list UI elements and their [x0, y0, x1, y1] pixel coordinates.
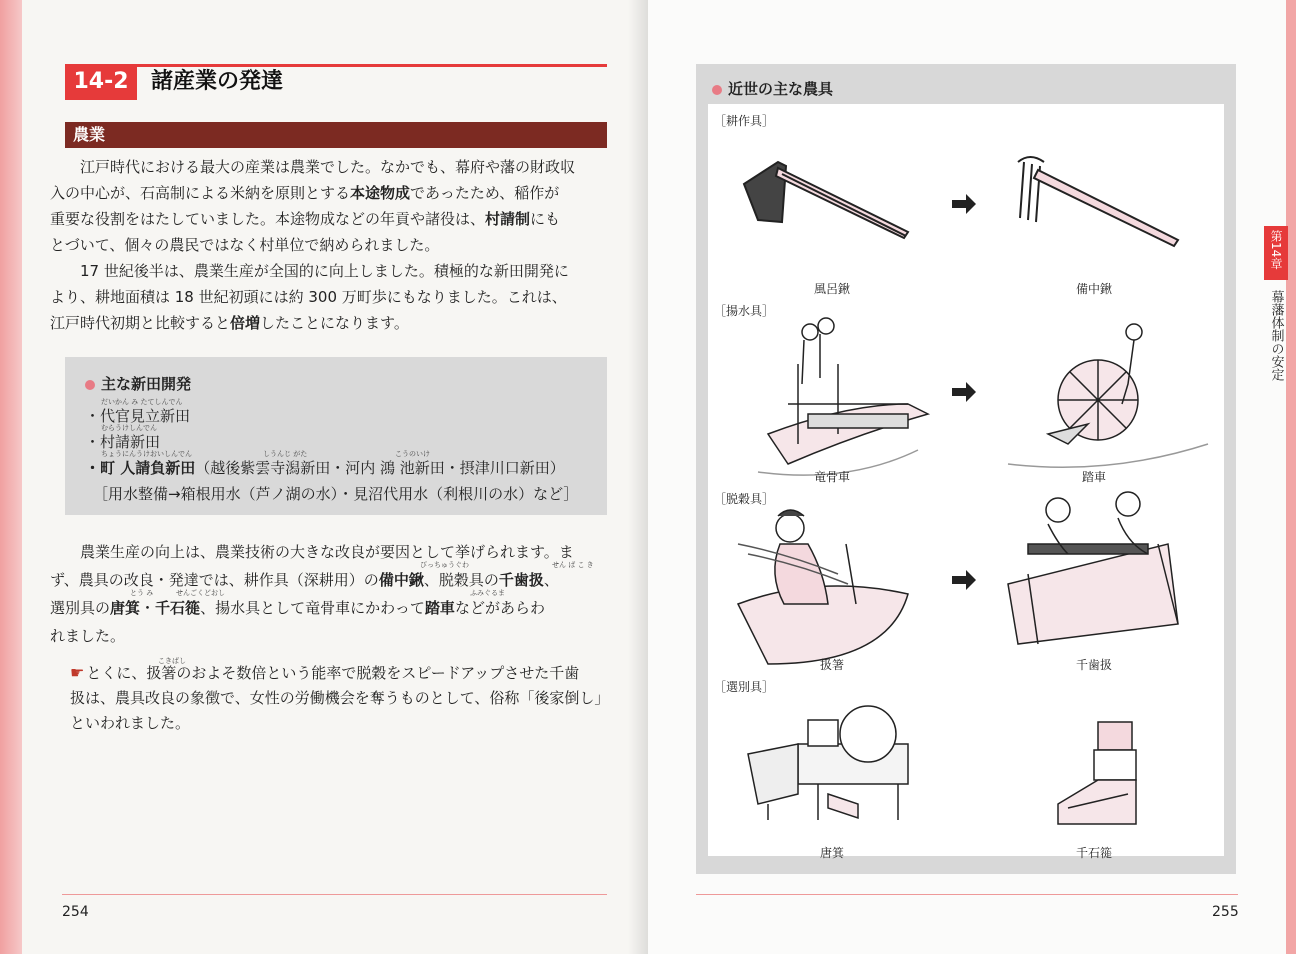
note: ☛ とくに、扱箸のおよそ数倍という能率で脱穀をスピードアップさせた千歯 扱は、農具改良の象徴で、女性の労働機会を奪うものとして、俗称「後家倒し」 といわれました。	[70, 660, 610, 736]
category-cultivation: ［耕作具］	[714, 114, 775, 128]
page-number-left: 254	[62, 904, 89, 920]
ryukotsu-sha-drawing	[758, 318, 928, 475]
ruby-senba: せん ば こ き	[552, 561, 594, 569]
right-page-edge	[1286, 0, 1296, 954]
ruby-item3b: しうんじ がた	[263, 450, 308, 458]
term-senbakoki: 千歯扱	[498, 571, 544, 589]
ruby-kokibashi: こきばし	[158, 657, 186, 665]
tools-figure-panel	[696, 64, 1236, 874]
term-fumiguruma: 踏車	[424, 599, 455, 617]
caption-senbakoki: 千歯扱	[1075, 658, 1112, 672]
left-page-edge	[0, 0, 22, 954]
term-baizou: 倍増	[230, 314, 261, 332]
bullet-dot-icon	[712, 85, 722, 95]
caption-furo-guwa: 風呂鍬	[813, 282, 850, 296]
fumiguruma-drawing	[1008, 324, 1208, 467]
term-sengokudooshi: 千石簁	[155, 599, 201, 617]
term-toumi: 唐箕	[110, 599, 141, 617]
paragraph-1: 江戸時代における最大の産業は農業でした。なかでも、幕府や藩の財政収 入の中心が、石高制による米納を原則とする本途物成であったため、稲作が 重要な役割をはたしていました。本途物成などの年貢や諸役は、村請制にも とづいて、個々の農民ではなく村単位で納められました。	[50, 158, 576, 254]
paragraph-3: 農業生産の向上は、農業技術の大きな改良が要因として挙げられます。ま ず、農具の改良・発達では、耕作具（深耕用）の備中鍬、脱穀具の千歯扱、 選別具の唐箕・千石簁、揚水具として竜骨車にかわって踏車などがあらわ れました。	[50, 543, 574, 645]
arrow-icon-1	[952, 194, 976, 214]
ruby-bicchu: びっちゅうぐわ	[420, 561, 469, 569]
left-footer-rule	[62, 894, 607, 895]
furo-guwa-drawing	[744, 162, 908, 238]
category-sorting: ［選別具］	[714, 680, 775, 694]
page-number-right: 255	[1212, 904, 1239, 920]
caption-fumiguruma: 踏車	[1081, 470, 1106, 484]
figure-canvas	[708, 104, 1224, 860]
new-fields-box	[65, 357, 607, 515]
bullet-dot-icon	[85, 380, 95, 390]
caption-sengokudooshi: 千石簁	[1075, 846, 1112, 860]
section-number: 14-2	[65, 64, 137, 100]
box-item-2: ・村請新田	[85, 433, 161, 451]
pointing-hand-icon: ☛	[70, 663, 85, 682]
ruby-fumi: ふみぐるま	[470, 589, 505, 597]
figure-title: 近世の主な農具	[712, 78, 833, 99]
right-footer-rule	[696, 894, 1238, 895]
chapter-tab: 第14章	[1264, 226, 1288, 280]
arrow-icon-3	[952, 570, 976, 590]
paragraph-2: 17 世紀後半は、農業生産が全国的に向上しました。積極的な新田開発に より、耕地面積は 18 世紀初頭には約 300 万町歩にもなりました。これは、 江戸時代初期と比較すると倍増したことになります。	[50, 262, 569, 332]
ruby-item3c: こうのいけ	[395, 450, 430, 458]
term-muraukesei: 村請制	[485, 210, 531, 228]
box-item-4: ［用水整備→箱根用水（芦ノ湖の水）・見沼代用水（利根川の水）など］	[93, 485, 579, 503]
senbakoki-drawing	[1008, 492, 1178, 644]
ruby-toumi: とう み	[130, 589, 154, 597]
sengokudooshi-drawing	[1058, 722, 1136, 824]
kokibashi-drawing	[738, 510, 908, 664]
caption-toumi: 唐箕	[819, 846, 844, 860]
category-irrigation: ［揚水具］	[714, 304, 775, 318]
toumi-drawing	[748, 706, 908, 820]
chapter-title: 幕藩体制の安定	[1268, 290, 1284, 381]
ruby-sengoku: せんごくどおし	[176, 589, 225, 597]
term-hontomononari: 本途物成	[350, 184, 411, 202]
section-heading	[65, 64, 607, 100]
arrow-icon-2	[952, 382, 976, 402]
ruby-item1: だいかん み たてしんでん	[101, 398, 183, 406]
box-item-1: ・代官見立新田	[85, 407, 191, 425]
box-title: 主な新田開発	[85, 373, 191, 394]
caption-ryukotsu-sha: 竜骨車	[813, 470, 850, 484]
section-title: 諸産業の発達	[151, 69, 284, 94]
ruby-item3: ちょうにんうけおいしんでん	[101, 450, 192, 458]
subheading-agriculture: 農業	[65, 122, 607, 148]
caption-kokibashi: 扱箸	[819, 658, 844, 672]
box-item-3: ・町 人請負新田（越後紫雲寺潟新田・河内 鴻 池新田・摂津川口新田）	[85, 459, 565, 477]
ruby-item2: むらうけしんでん	[101, 424, 157, 432]
category-threshing: ［脱穀具］	[714, 492, 775, 506]
caption-bicchu-guwa: 備中鍬	[1075, 282, 1112, 296]
bicchu-guwa-drawing	[1018, 157, 1178, 246]
term-bicchuguwa: 備中鍬	[378, 571, 424, 589]
